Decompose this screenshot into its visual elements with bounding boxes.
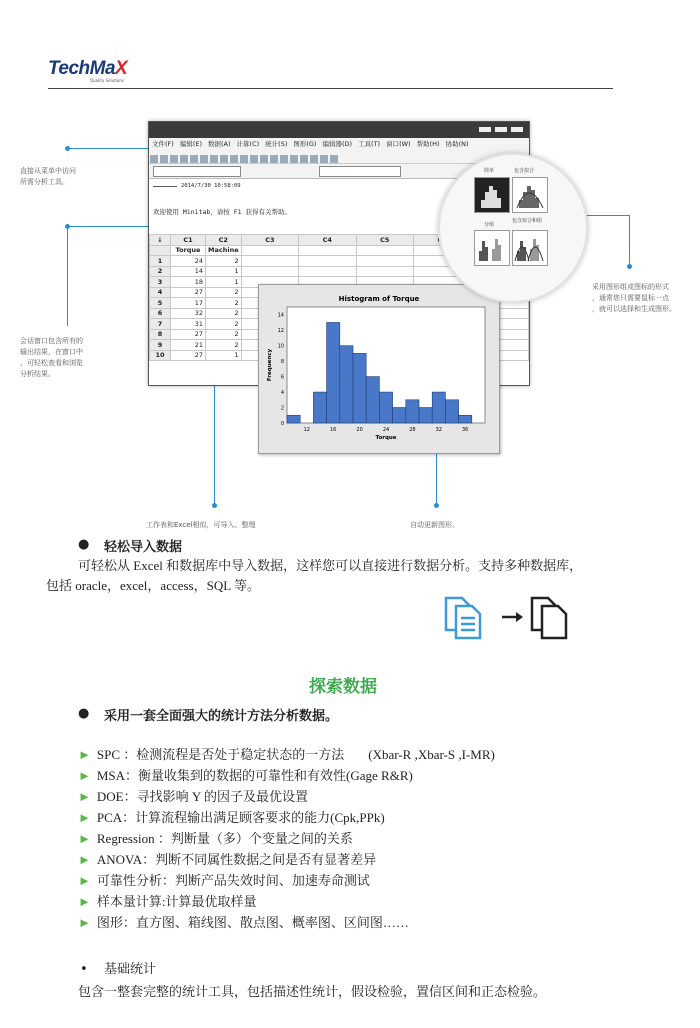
gallery-label: 分组 [484,222,495,228]
cell-torque[interactable]: 32 [171,308,206,319]
section-heading: 基础统计 [104,961,157,976]
cell-machine[interactable]: 1 [206,277,242,288]
stop-icon[interactable] [260,155,268,163]
y-tick-label: 12 [277,328,284,335]
x-tick-label: 20 [356,427,363,433]
x-tick-label: 32 [435,427,442,433]
corner-cell: ↓ [150,235,171,246]
empty-cell[interactable] [241,266,298,277]
row-number: 9 [150,340,171,351]
callout-worksheet: 工作表和Excel相似，可导入、整理 [146,521,256,529]
menu-item[interactable]: 帮助(H) [416,140,440,148]
callout-line [214,372,215,506]
column-name[interactable]: Torque [171,245,206,256]
gallery-label: 包含拟合和组 [512,218,543,224]
cell-machine[interactable]: 1 [206,350,242,361]
copy-icon[interactable] [200,155,208,163]
callout-line [67,148,149,149]
cell-machine[interactable]: 2 [206,287,242,298]
histogram-bar [340,346,353,423]
info-icon[interactable] [310,155,318,163]
row-number: 1 [150,256,171,267]
histogram-window [258,284,500,454]
method-text: 图形：直方图、箱线图、散点图、概率图、区间图…… [96,915,409,930]
open-icon[interactable] [160,155,168,163]
x-tick-label: 28 [409,427,416,433]
gallery-fit-group-histogram[interactable] [512,230,548,266]
row-number: 4 [150,287,171,298]
menu-item[interactable]: 数据(A) [208,140,231,148]
cell-torque[interactable]: 27 [171,329,206,340]
timestamp-divider [153,186,177,187]
gallery-fit-histogram[interactable] [512,177,548,213]
method-item [78,912,409,931]
menu-bar [149,138,529,150]
callout-session: 会话窗口包含所有的 输出结果，在窗口中 ，可轻松查看和浏览 分析结果。 [20,337,83,378]
histogram-icon [475,178,509,212]
y-tick-label: 0 [280,421,284,427]
cell-machine[interactable]: 2 [206,329,242,340]
cell-torque[interactable]: 24 [171,256,206,267]
insert-icon[interactable] [240,155,248,163]
column-name[interactable]: Machine [206,245,242,256]
session-icon[interactable] [280,155,288,163]
method-item [78,891,257,910]
callout-dot [212,503,217,508]
cell-torque[interactable]: 27 [171,287,206,298]
menu-item[interactable]: 统计(S) [265,140,288,148]
histogram-bar [393,408,406,423]
column-header[interactable]: C1 [171,235,206,246]
menu-item[interactable]: 工具(T) [358,140,381,148]
column-header[interactable]: C4 [299,235,356,246]
empty-cell[interactable] [299,266,356,277]
histogram-bar [379,392,392,423]
method-item [78,870,370,889]
histogram-bar [327,322,340,423]
method-item [78,744,495,763]
method-item [78,807,385,826]
triangle-bullet-icon: ► [78,831,91,846]
empty-cell[interactable] [356,256,413,267]
cell-machine[interactable]: 2 [206,319,242,330]
y-tick-label: 14 [277,312,284,319]
section-heading: 采用一套全面强大的统计方法分析数据。 [104,709,339,724]
gallery-simple-histogram[interactable] [474,177,510,213]
y-tick-label: 2 [280,405,284,412]
cell-torque[interactable]: 14 [171,266,206,277]
method-item [78,849,376,868]
method-text: 样本量计算:计算最优取样量 [96,894,257,909]
paste-icon[interactable] [210,155,218,163]
y-tick-label: 6 [280,374,284,381]
graph-gallery-magnifier [438,153,588,303]
histogram-bar [419,408,432,423]
x-axis-label: Torque [375,435,397,441]
histogram-bar [366,377,379,423]
method-text: 可靠性分析：判断产品失效时间、加速寿命测试 [96,873,370,888]
minimize-button[interactable] [479,127,491,132]
x-tick-label: 12 [303,427,310,433]
callout-dot [65,146,70,151]
method-extra: (Xbar-R ,Xbar-S ,I-MR) [368,747,495,762]
callout-dot [627,264,632,269]
method-item [78,786,308,805]
row-number: 2 [150,266,171,277]
menu-item[interactable]: 协助(N) [445,140,469,148]
histogram-bar [459,415,472,423]
bullet: ● [78,706,90,721]
callout-line [67,226,68,326]
save-icon[interactable] [170,155,178,163]
cell-machine[interactable]: 1 [206,266,242,277]
menu-item[interactable]: 文件(F) [152,140,174,148]
triangle-bullet-icon: ► [78,873,91,888]
histogram-chart [259,285,499,453]
bullet: • [80,962,88,977]
histogram-bar [287,415,300,423]
x-tick-label: 24 [382,427,390,433]
method-text: PCA：计算流程输出满足顾客要求的能力(Cpk,PPk) [96,810,385,825]
graph-icon[interactable] [300,155,308,163]
histogram-bar [313,392,326,423]
report-icon[interactable] [330,155,338,163]
cell-torque[interactable]: 31 [171,319,206,330]
histogram-group-icon [475,231,509,265]
section-text: 包括 oracle，excel，access，SQL 等。 [46,578,260,593]
cut-icon[interactable] [190,155,198,163]
menu-item[interactable]: 编辑(E) [179,140,202,148]
worksheet-dropdown[interactable] [153,166,241,177]
row-number: 5 [150,298,171,309]
data-import-icon [440,592,585,640]
graph-dropdown[interactable] [319,166,401,177]
method-text: DOE：寻找影响 Y 的因子及最优设置 [96,789,308,804]
menu-item[interactable]: 窗口(W) [386,140,411,148]
triangle-bullet-icon: ► [78,852,91,867]
method-text: SPC ：检测流程是否处于稳定状态的一方法 [96,747,345,762]
callout-line [629,215,630,267]
callout-dot [434,503,439,508]
callout-line [436,448,437,506]
method-item [78,828,353,847]
techmax-logo: TechMaX [48,58,128,79]
x-tick-label: 36 [462,427,469,433]
section-text: 可轻松从 Excel 和数据库中导入数据，这样您可以直接进行数据分析。支持多种数据库， [78,558,583,573]
toolbar [149,150,529,164]
header-divider [48,88,613,89]
triangle-bullet-icon: ► [78,768,91,783]
gallery-label: 包含拟合 [514,168,535,174]
triangle-bullet-icon: ► [78,810,91,825]
session-message: 欢迎使用 Minitab，请按 F1 获得有关帮助。 [153,208,291,216]
close-button[interactable] [511,127,523,132]
session-timestamp: 2014/7/30 10:58:09 [181,183,241,189]
section-text: 包含一整套完整的统计工具，包括描述性统计，假设检验，置信区间和正态检验。 [78,984,547,999]
history-icon[interactable] [320,155,328,163]
row-number: 7 [150,319,171,330]
gallery-group-histogram[interactable] [474,230,510,266]
cell-torque[interactable]: 21 [171,340,206,351]
cell-machine[interactable]: 2 [206,256,242,267]
undo-icon[interactable] [220,155,228,163]
histogram-bar [445,400,458,423]
y-axis-label: Frequency [267,348,273,382]
new-icon[interactable] [150,155,158,163]
callout-menu: 直接从菜单中访问 所需分析工具。 [20,167,76,186]
maximize-button[interactable] [495,127,507,132]
method-item [78,765,413,784]
callout-graph-update: 自动更新图形。 [410,521,459,529]
empty-cell[interactable] [299,256,356,267]
y-tick-label: 8 [280,359,284,366]
method-text: ANOVA：判断不同属性数据之间是否有显著差异 [96,852,377,867]
cell-machine[interactable]: 2 [206,308,242,319]
bullet: ● [78,537,90,552]
histogram-bar [432,392,445,423]
histogram-bar [406,400,419,423]
print-icon[interactable] [180,155,188,163]
histogram-bar [353,353,366,423]
redo-icon[interactable] [230,155,238,163]
column-header[interactable]: C5 [356,235,413,246]
help-icon[interactable] [270,155,278,163]
find-icon[interactable] [250,155,258,163]
row-number: 10 [150,350,171,361]
callout-dot [65,224,70,229]
row-number: 3 [150,277,171,288]
callout-line [67,226,149,227]
callout-gallery: 采用图形组或图标的形式 ，通常您只需要鼠标一点 ，就可以选择和生成图形。 [592,283,676,313]
empty-cell[interactable] [241,256,298,267]
x-tick-label: 16 [330,427,337,433]
cell-torque[interactable]: 27 [171,350,206,361]
triangle-bullet-icon: ► [78,747,91,762]
method-text: Regression ：判断量（多）个变量之间的关系 [96,831,353,846]
cell-torque[interactable]: 18 [171,277,206,288]
gallery-label: 简单 [484,168,495,174]
cell-machine[interactable]: 2 [206,298,242,309]
menu-item[interactable]: 编辑器(D) [322,140,353,148]
histogram-fit-group-icon [513,231,547,265]
menu-item[interactable]: 图形(G) [293,140,317,148]
triangle-bullet-icon: ► [78,789,91,804]
worksheet-icon[interactable] [290,155,298,163]
cell-machine[interactable]: 2 [206,340,242,351]
empty-cell[interactable] [356,266,413,277]
window-titlebar [149,122,529,138]
method-text: MSA：衡量收集到的数据的可靠性和有效性(Gage R&R) [96,768,413,783]
cell-torque[interactable]: 17 [171,298,206,309]
histogram-fit-icon [513,178,547,212]
column-header[interactable]: C2 [206,235,242,246]
section-heading: 轻松导入数据 [104,540,183,555]
menu-item[interactable]: 计算(C) [236,140,260,148]
row-number: 8 [150,329,171,340]
y-tick-label: 10 [277,343,284,350]
triangle-bullet-icon: ► [78,894,91,909]
y-tick-label: 4 [280,390,284,397]
triangle-bullet-icon: ► [78,915,91,930]
section-title: 探索数据 [309,677,377,697]
logo-subtitle: Quality Solutions [90,78,124,83]
column-header[interactable]: C3 [241,235,298,246]
chart-title: Histogram of Torque [338,295,420,303]
row-number: 6 [150,308,171,319]
